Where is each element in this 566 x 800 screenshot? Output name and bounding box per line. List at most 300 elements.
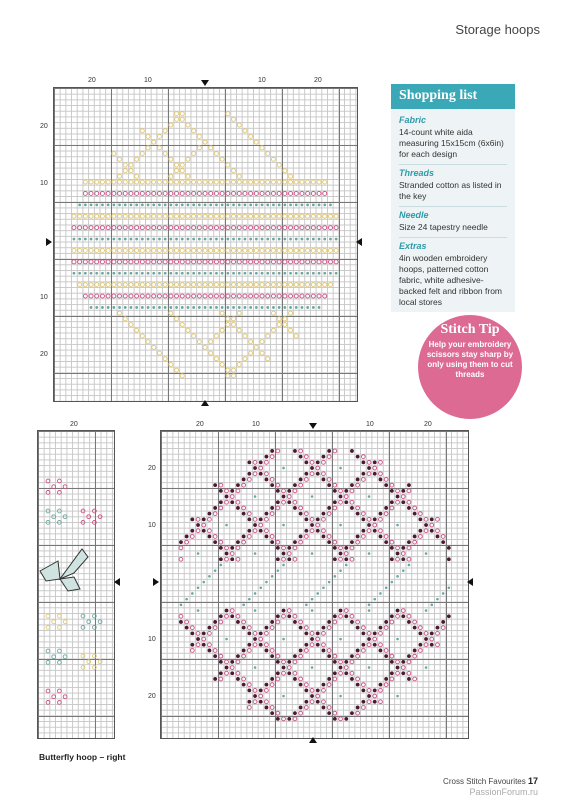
stitch-mark xyxy=(147,238,150,241)
stitch-mark xyxy=(333,449,337,453)
top-chart-center-arrow-right xyxy=(356,238,362,246)
stitch-mark xyxy=(147,272,150,275)
stitch-mark xyxy=(312,203,315,206)
shopping-list-heading: Extras xyxy=(399,241,427,251)
stitch-mark xyxy=(118,283,122,287)
stitch-mark xyxy=(175,306,178,309)
stitch-mark xyxy=(180,374,184,378)
stitch-mark xyxy=(232,214,236,218)
stitch-mark xyxy=(135,306,138,309)
stitch-mark xyxy=(219,489,223,493)
stitch-mark xyxy=(299,540,303,544)
stitch-mark xyxy=(316,517,320,521)
stitch-mark xyxy=(306,180,310,184)
stitch-mark xyxy=(226,260,230,264)
stitch-mark xyxy=(265,688,269,692)
stitch-mark xyxy=(169,174,173,178)
stitch-mark xyxy=(265,472,269,476)
stitch-mark xyxy=(226,238,229,241)
stitch-mark xyxy=(333,660,337,664)
stitch-mark xyxy=(282,609,286,613)
stitch-mark xyxy=(46,479,50,483)
stitch-mark xyxy=(147,203,150,206)
stitch-mark xyxy=(379,529,383,533)
stitch-mark xyxy=(203,191,207,195)
stitch-mark xyxy=(255,238,258,241)
stitch-mark xyxy=(306,294,310,298)
stitch-mark xyxy=(361,631,365,635)
top-chart-col-label: 10 xyxy=(258,77,266,84)
stitch-mark xyxy=(368,552,371,555)
stitch-mark xyxy=(276,671,280,675)
stitch-mark xyxy=(430,529,434,533)
stitch-mark xyxy=(175,317,179,321)
stitch-mark xyxy=(287,552,291,556)
stitch-mark xyxy=(180,191,184,195)
stitch-mark xyxy=(299,535,303,539)
stitch-mark xyxy=(225,524,228,527)
stitch-mark xyxy=(243,294,247,298)
stitch-mark xyxy=(141,203,144,206)
stitch-mark xyxy=(197,609,200,612)
stitch-mark xyxy=(401,666,405,670)
stitch-mark xyxy=(299,677,303,681)
stitch-mark xyxy=(271,311,275,315)
stitch-mark xyxy=(277,163,281,167)
top-chart-center-arrow-bottom xyxy=(201,400,209,406)
stitch-mark xyxy=(157,214,161,218)
stitch-mark xyxy=(402,569,405,572)
stitch-mark xyxy=(390,557,394,561)
stitch-mark xyxy=(214,294,218,298)
stitch-mark xyxy=(304,512,308,516)
stitch-mark xyxy=(287,500,291,504)
stitch-mark xyxy=(304,643,308,647)
stitch-mark xyxy=(407,620,411,624)
stitch-mark xyxy=(46,491,50,495)
stitch-mark xyxy=(333,506,337,510)
stitch-mark xyxy=(344,614,348,618)
stitch-mark xyxy=(289,226,293,230)
stitch-mark xyxy=(135,226,139,230)
stitch-mark xyxy=(163,191,167,195)
stitch-mark xyxy=(384,626,388,630)
stitch-mark xyxy=(293,500,297,504)
stitch-mark xyxy=(300,191,304,195)
stitch-mark xyxy=(254,495,257,498)
stitch-mark xyxy=(260,226,264,230)
stitch-mark xyxy=(249,351,253,355)
stitch-mark xyxy=(304,478,308,482)
stitch-mark xyxy=(255,272,258,275)
stitch-mark xyxy=(232,317,236,321)
stitch-mark xyxy=(425,609,428,612)
stitch-mark xyxy=(236,620,240,624)
stitch-mark xyxy=(237,174,241,178)
stitch-mark xyxy=(254,248,258,252)
stitch-mark xyxy=(276,506,280,510)
stitch-mark xyxy=(323,203,326,206)
stitch-mark xyxy=(413,677,417,681)
stitch-mark xyxy=(203,226,207,230)
stitch-mark xyxy=(192,129,196,133)
stitch-mark xyxy=(208,512,212,516)
stitch-mark xyxy=(259,466,263,470)
stitch-mark xyxy=(209,238,212,241)
stitch-mark xyxy=(58,509,62,513)
stitch-mark xyxy=(253,466,257,470)
stitch-mark xyxy=(278,306,281,309)
stitch-mark xyxy=(334,248,338,252)
stitch-mark xyxy=(254,345,258,349)
stitch-mark xyxy=(350,671,354,675)
stitch-mark xyxy=(253,472,257,476)
stitch-mark xyxy=(311,260,315,264)
stitch-mark xyxy=(169,123,173,127)
stitch-mark xyxy=(396,500,400,504)
stitch-mark xyxy=(276,449,280,453)
stitch-mark xyxy=(436,535,440,539)
stitch-mark xyxy=(129,169,133,173)
stitch-mark xyxy=(202,643,206,647)
stitch-mark xyxy=(190,535,194,539)
stitch-mark xyxy=(213,620,217,624)
stitch-mark xyxy=(236,660,240,664)
stitch-mark xyxy=(396,671,400,675)
stitch-mark xyxy=(236,546,240,550)
stitch-mark xyxy=(247,643,251,647)
stitch-mark xyxy=(282,564,285,567)
stitch-mark xyxy=(333,540,337,544)
stitch-mark xyxy=(249,260,253,264)
stitch-mark xyxy=(157,283,161,287)
stitch-mark xyxy=(213,649,217,653)
stitch-mark xyxy=(180,163,184,167)
stitch-mark xyxy=(95,226,99,230)
stitch-mark xyxy=(270,620,274,624)
stitch-mark xyxy=(379,688,383,692)
stitch-mark xyxy=(299,683,303,687)
stitch-mark xyxy=(226,306,229,309)
stitch-mark xyxy=(180,604,183,607)
stitch-mark xyxy=(277,214,281,218)
stitch-mark xyxy=(283,191,287,195)
stitch-mark xyxy=(152,248,156,252)
diamond-chart-row-label: 10 xyxy=(148,636,156,643)
stitch-mark xyxy=(283,272,286,275)
stitch-mark xyxy=(230,666,234,670)
stitch-mark xyxy=(339,489,343,493)
stitch-mark xyxy=(361,517,365,521)
stitch-mark xyxy=(283,203,286,206)
stitch-mark xyxy=(247,460,251,464)
stitch-mark xyxy=(169,294,173,298)
stitch-mark xyxy=(106,260,110,264)
stitch-mark xyxy=(58,701,62,705)
stitch-mark xyxy=(316,688,320,692)
stitch-mark xyxy=(266,214,270,218)
stitch-mark xyxy=(237,328,241,332)
stitch-mark xyxy=(204,272,207,275)
stitch-mark xyxy=(322,683,326,687)
stitch-mark xyxy=(316,592,319,595)
stitch-mark xyxy=(316,523,320,527)
stitch-mark xyxy=(213,535,217,539)
stitch-mark xyxy=(181,203,184,206)
stitch-mark xyxy=(424,643,428,647)
stitch-mark xyxy=(46,649,50,653)
stitch-mark xyxy=(361,535,365,539)
stitch-mark xyxy=(277,317,281,321)
stitch-mark xyxy=(322,460,326,464)
shopping-list-text: Stranded cotton as listed in the key xyxy=(399,180,502,201)
stitch-mark xyxy=(339,695,342,698)
stitch-mark xyxy=(265,529,269,533)
stitch-mark xyxy=(118,174,122,178)
stitch-mark xyxy=(135,157,139,161)
stitch-mark xyxy=(232,323,236,327)
stitch-mark xyxy=(192,272,195,275)
stitch-mark xyxy=(304,517,308,521)
stitch-mark xyxy=(226,203,229,206)
stitch-mark xyxy=(208,535,212,539)
stitch-mark xyxy=(106,191,110,195)
stitch-mark xyxy=(83,260,87,264)
stitch-mark xyxy=(259,586,262,589)
stitch-mark xyxy=(247,529,251,533)
stitch-mark xyxy=(192,306,195,309)
stitch-mark xyxy=(226,294,230,298)
page-title: Storage hoops xyxy=(455,22,540,37)
stitch-mark xyxy=(356,677,360,681)
stitch-mark xyxy=(390,546,394,550)
stitch-mark xyxy=(89,248,93,252)
stitch-mark xyxy=(230,671,234,675)
stitch-mark xyxy=(261,203,264,206)
stitch-mark xyxy=(169,157,173,161)
stitch-mark xyxy=(282,489,286,493)
stitch-mark xyxy=(243,283,247,287)
stitch-mark xyxy=(202,637,206,641)
stitch-mark xyxy=(367,472,371,476)
stitch-mark xyxy=(282,467,285,470)
stitch-mark xyxy=(242,535,246,539)
stitch-mark xyxy=(249,214,253,218)
shopping-list-text: Size 24 tapestry needle xyxy=(399,222,488,232)
stitch-mark xyxy=(294,226,298,230)
diamond-chart-center-arrow-bottom xyxy=(309,737,317,743)
stitch-mark xyxy=(293,546,297,550)
stitch-mark xyxy=(192,294,196,298)
stitch-mark xyxy=(118,311,122,315)
stitch-mark xyxy=(401,495,405,499)
stitch-mark xyxy=(219,546,223,550)
stitch-mark xyxy=(390,489,394,493)
stitch-mark xyxy=(317,248,321,252)
stitch-mark xyxy=(356,683,360,687)
stitch-mark xyxy=(123,214,127,218)
stitch-mark xyxy=(254,191,258,195)
stitch-mark xyxy=(247,706,251,710)
shopping-list-panel xyxy=(391,84,515,312)
top-chart-row-label: 10 xyxy=(40,294,48,301)
stitch-mark xyxy=(323,180,327,184)
stitch-mark xyxy=(390,506,394,510)
shopping-list-heading: Fabric xyxy=(399,115,427,125)
stitch-mark xyxy=(236,540,240,544)
stitch-mark xyxy=(276,620,280,624)
stitch-mark xyxy=(299,626,303,630)
stitch-mark xyxy=(185,626,189,630)
stitch-mark xyxy=(367,466,371,470)
stitch-mark xyxy=(203,345,207,349)
stitch-mark xyxy=(226,214,230,218)
stitch-mark xyxy=(361,700,365,704)
stitch-mark xyxy=(226,317,230,321)
stitch-mark xyxy=(83,214,87,218)
stitch-mark xyxy=(226,374,230,378)
stitch-mark xyxy=(441,620,445,624)
stitch-mark xyxy=(384,506,388,510)
stitch-mark xyxy=(225,671,229,675)
stitch-mark xyxy=(367,631,371,635)
stitch-mark xyxy=(265,517,269,521)
stitch-mark xyxy=(236,654,240,658)
stitch-mark xyxy=(266,152,270,156)
stitch-mark xyxy=(140,248,144,252)
stitch-mark xyxy=(356,535,360,539)
stitch-mark xyxy=(63,655,67,659)
stitch-mark xyxy=(413,649,417,653)
stitch-mark xyxy=(407,654,411,658)
stitch-mark xyxy=(277,260,281,264)
stitch-mark xyxy=(238,272,241,275)
stitch-mark xyxy=(254,283,258,287)
stitch-mark xyxy=(272,306,275,309)
stitch-mark xyxy=(255,306,258,309)
shopping-list-section xyxy=(399,207,507,238)
stitch-mark xyxy=(350,711,354,715)
stitch-mark xyxy=(373,460,377,464)
stitch-mark xyxy=(209,203,212,206)
stitch-mark xyxy=(175,214,179,218)
stitch-mark xyxy=(361,643,365,647)
stitch-mark xyxy=(135,272,138,275)
stitch-mark xyxy=(271,575,274,578)
stitch-mark xyxy=(180,226,184,230)
stitch-mark xyxy=(163,152,167,156)
stitch-mark xyxy=(299,455,303,459)
stitch-mark xyxy=(379,478,383,482)
stitch-mark xyxy=(304,529,308,533)
stitch-mark xyxy=(186,157,190,161)
stitch-mark xyxy=(294,180,298,184)
stitch-mark xyxy=(118,294,122,298)
stitch-mark xyxy=(249,134,253,138)
stitch-mark xyxy=(118,157,122,161)
stitch-mark xyxy=(95,294,99,298)
stitch-mark xyxy=(203,214,207,218)
stitch-mark xyxy=(277,248,281,252)
stitch-mark xyxy=(214,214,218,218)
stitch-mark xyxy=(190,649,194,653)
stitch-mark xyxy=(242,654,246,658)
stitch-mark xyxy=(430,631,434,635)
stitch-mark xyxy=(384,677,388,681)
stitch-mark xyxy=(270,677,274,681)
stitch-mark xyxy=(282,557,286,561)
stitch-mark xyxy=(413,512,417,516)
stitch-mark xyxy=(101,203,104,206)
stitch-mark xyxy=(266,283,270,287)
stitch-mark xyxy=(293,489,297,493)
stitch-mark xyxy=(175,163,179,167)
stitch-mark xyxy=(152,180,156,184)
stitch-mark xyxy=(123,248,127,252)
stitch-mark xyxy=(356,506,360,510)
stitch-mark xyxy=(63,485,67,489)
stitch-mark xyxy=(384,649,388,653)
stitch-mark xyxy=(356,649,360,653)
stitch-mark xyxy=(333,620,337,624)
stitch-mark xyxy=(293,654,297,658)
stitch-mark xyxy=(101,272,104,275)
stitch-mark xyxy=(322,643,326,647)
stitch-mark xyxy=(413,654,417,658)
stitch-mark xyxy=(78,260,82,264)
stitch-mark xyxy=(328,283,332,287)
stitch-mark xyxy=(157,294,161,298)
diamond-chart-row-label: 20 xyxy=(148,693,156,700)
stitch-mark xyxy=(247,517,251,521)
stitch-mark xyxy=(254,180,258,184)
stitch-mark xyxy=(213,506,217,510)
stitch-mark xyxy=(283,317,287,321)
stitch-mark xyxy=(140,152,144,156)
stitch-mark xyxy=(72,248,76,252)
stitch-mark xyxy=(135,214,139,218)
stitch-mark xyxy=(247,649,251,653)
stitch-mark xyxy=(152,191,156,195)
stitch-mark xyxy=(180,117,184,121)
stitch-mark xyxy=(448,586,451,589)
stitch-mark xyxy=(180,323,184,327)
stitch-mark xyxy=(379,700,383,704)
stitch-mark xyxy=(323,294,327,298)
stitch-mark xyxy=(260,214,264,218)
stitch-mark xyxy=(356,620,360,624)
stitch-mark xyxy=(390,677,394,681)
stitch-mark xyxy=(93,666,97,670)
stitch-mark xyxy=(157,134,161,138)
stitch-mark xyxy=(261,272,264,275)
stitch-mark xyxy=(112,238,115,241)
stitch-mark xyxy=(301,306,304,309)
stitch-mark xyxy=(413,540,417,544)
stitch-mark xyxy=(396,552,400,556)
stitch-mark xyxy=(407,540,411,544)
stitch-mark xyxy=(72,260,76,264)
stitch-mark xyxy=(169,203,172,206)
stitch-mark xyxy=(396,614,400,618)
stitch-mark xyxy=(373,466,377,470)
stitch-mark xyxy=(219,614,223,618)
stitch-mark xyxy=(192,226,196,230)
stitch-mark xyxy=(169,362,173,366)
stitch-mark xyxy=(81,654,85,658)
stitch-mark xyxy=(78,214,82,218)
stitch-mark xyxy=(209,226,213,230)
